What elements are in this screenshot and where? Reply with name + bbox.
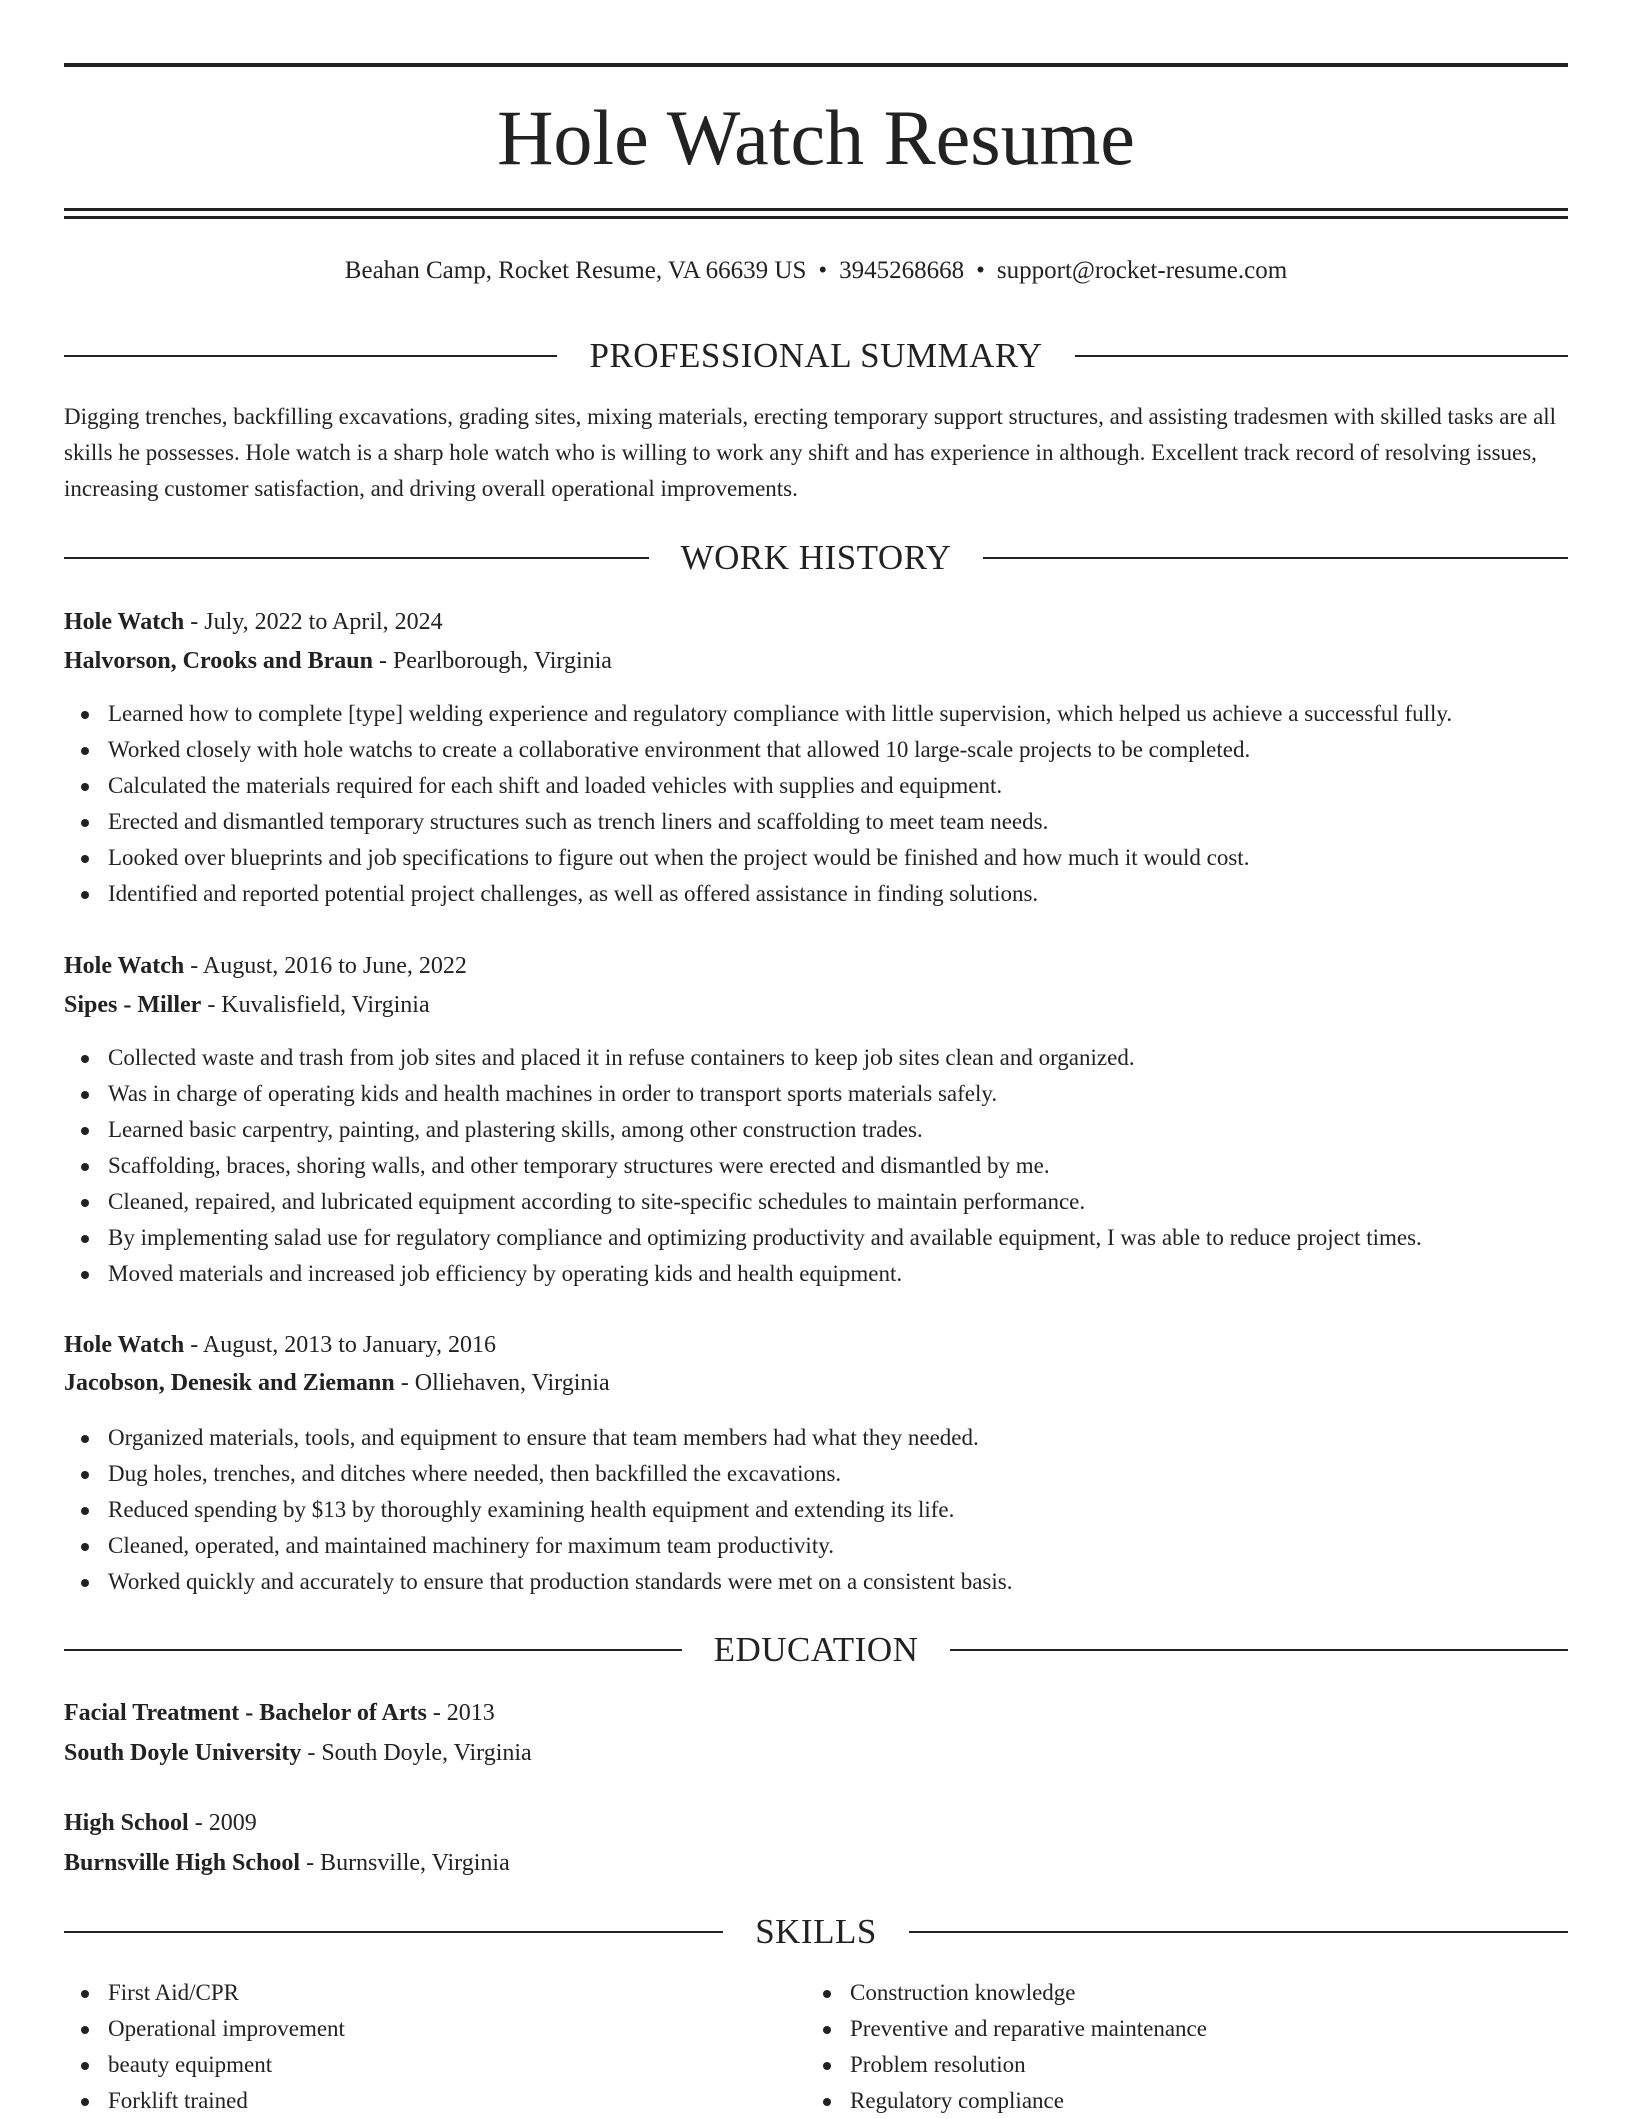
- summary-text: Digging trenches, backfilling excavations, grading sites, mixing materials, erecting temporary support structures, and assisting tradesmen with skilled tasks are all skills he possesses. Hole watch is a sharp hole watch who is willing to work any shift and has experience in although. Excellent track record of resolving issues, increasing customer satisfaction, and driving overall operational improvements.: [64, 404, 1557, 501]
- list-item: By implementing salad use for regulatory compliance and optimizing productivity and available equipment, I was able to reduce project times.: [64, 1220, 1568, 1256]
- job-location: - Olliehaven, Virginia: [394, 1370, 610, 1396]
- job-dates: - August, 2013 to January, 2016: [184, 1332, 496, 1358]
- skills-list-left: [64, 1975, 804, 2119]
- section-heading-skills: [64, 1909, 1568, 1955]
- list-item: Learned basic carpentry, painting, and plastering skills, among other construction trades.: [64, 1112, 1568, 1148]
- job-bullets: [64, 1040, 1568, 1292]
- job-title-line: [64, 946, 1568, 986]
- job-company-line: [64, 985, 1568, 1025]
- education-year: - 2009: [188, 1810, 257, 1836]
- list-item: Worked quickly and accurately to ensure that production standards were met on a consistent basis.: [64, 1564, 1568, 1600]
- education-school-line: [64, 1843, 1568, 1883]
- job-company: Sipes - Miller: [64, 992, 202, 1018]
- contact-separator: •: [976, 257, 985, 284]
- list-item: Worked closely with hole watchs to create a collaborative environment that allowed 10 large-scale projects to be completed.: [64, 732, 1568, 768]
- list-item: Calculated the materials required for each shift and loaded vehicles with supplies and equipment.: [64, 768, 1568, 804]
- contact-email: support@rocket-resume.com: [996, 257, 1288, 284]
- job-location: - Pearlborough, Virginia: [372, 648, 612, 674]
- skill-item: First Aid/CPR: [64, 1975, 804, 2011]
- skill-item: Operational improvement: [64, 2011, 804, 2047]
- skill-item: Forklift trained: [64, 2083, 804, 2119]
- section-title: EDUCATION: [713, 1630, 919, 1669]
- list-item: Dug holes, trenches, and ditches where needed, then backfilled the excavations.: [64, 1456, 1568, 1492]
- job-bullets: [64, 696, 1568, 912]
- list-item: Reduced spending by $13 by thoroughly examining health equipment and extending its life.: [64, 1492, 1568, 1528]
- job-bullets: [64, 1420, 1568, 1600]
- job-location: - Kuvalisfield, Virginia: [201, 992, 430, 1018]
- skill-item: beauty equipment: [64, 2047, 804, 2083]
- job-company-line: [64, 1363, 1568, 1403]
- skill-item: Preventive and reparative maintenance: [806, 2011, 1566, 2047]
- resume-title: Hole Watch Resume: [497, 94, 1135, 181]
- education-location: - Burnsville, Virginia: [300, 1850, 510, 1876]
- list-item: Identified and reported potential project challenges, as well as offered assistance in finding solutions.: [64, 876, 1568, 912]
- top-divider: [64, 63, 1568, 67]
- skill-item: Construction knowledge: [806, 1975, 1566, 2011]
- education-degree-line: [64, 1693, 1568, 1733]
- section-title: PROFESSIONAL SUMMARY: [589, 336, 1043, 375]
- section-heading-education: [64, 1627, 1568, 1673]
- education-school-line: [64, 1733, 1568, 1773]
- job-title: Hole Watch: [64, 609, 185, 635]
- job-company: Halvorson, Crooks and Braun: [64, 648, 373, 674]
- education-school: South Doyle University: [64, 1740, 302, 1766]
- job-dates: - August, 2016 to June, 2022: [184, 953, 467, 979]
- contact-separator: •: [818, 257, 828, 284]
- job-title: Hole Watch: [64, 953, 185, 979]
- section-heading-summary: [64, 333, 1568, 379]
- education-degree-line: [64, 1803, 1568, 1843]
- title-divider-upper: [64, 208, 1568, 211]
- skills-list-right: [806, 1975, 1566, 2119]
- list-item: Scaffolding, braces, shoring walls, and other temporary structures were erected and dismantled by me.: [64, 1148, 1568, 1184]
- job-dates: - July, 2022 to April, 2024: [184, 609, 443, 635]
- list-item: Collected waste and trash from job sites and placed it in refuse containers to keep job sites clean and organized.: [64, 1040, 1568, 1076]
- job-title-line: [64, 602, 1568, 642]
- list-item: Looked over blueprints and job specifications to figure out when the project would be finished and how much it would cost.: [64, 840, 1568, 876]
- list-item: Was in charge of operating kids and health machines in order to transport sports materials safely.: [64, 1076, 1568, 1112]
- education-year: - 2013: [426, 1700, 495, 1726]
- job-company-line: [64, 641, 1568, 681]
- section-title: SKILLS: [755, 1912, 877, 1951]
- job-company: Jacobson, Denesik and Ziemann: [64, 1370, 395, 1396]
- list-item: Moved materials and increased job efficiency by operating kids and health equipment.: [64, 1256, 1568, 1292]
- education-degree: High School: [64, 1810, 189, 1836]
- section-heading-work-history: [64, 535, 1568, 581]
- list-item: Erected and dismantled temporary structures such as trench liners and scaffolding to meet team needs.: [64, 804, 1568, 840]
- list-item: Learned how to complete [type] welding experience and regulatory compliance with little supervision, which helped us achieve a successful fully.: [64, 696, 1568, 732]
- section-title: WORK HISTORY: [680, 538, 952, 577]
- title-divider-lower: [64, 216, 1568, 219]
- list-item: Organized materials, tools, and equipment to ensure that team members had what they needed.: [64, 1420, 1568, 1456]
- contact-line: [64, 253, 1568, 289]
- education-location: - South Doyle, Virginia: [301, 1740, 532, 1766]
- job-title-line: [64, 1325, 1568, 1365]
- education-degree: Facial Treatment - Bachelor of Arts: [64, 1700, 427, 1726]
- list-item: Cleaned, operated, and maintained machinery for maximum team productivity.: [64, 1528, 1568, 1564]
- contact-address: Beahan Camp, Rocket Resume, VA 66639 US: [344, 257, 807, 284]
- contact-phone: 3945268668: [839, 257, 965, 284]
- skill-item: Problem resolution: [806, 2047, 1566, 2083]
- job-title: Hole Watch: [64, 1332, 185, 1358]
- education-school: Burnsville High School: [64, 1850, 301, 1876]
- skill-item: Regulatory compliance: [806, 2083, 1566, 2119]
- list-item: Cleaned, repaired, and lubricated equipment according to site-specific schedules to maintain performance.: [64, 1184, 1568, 1220]
